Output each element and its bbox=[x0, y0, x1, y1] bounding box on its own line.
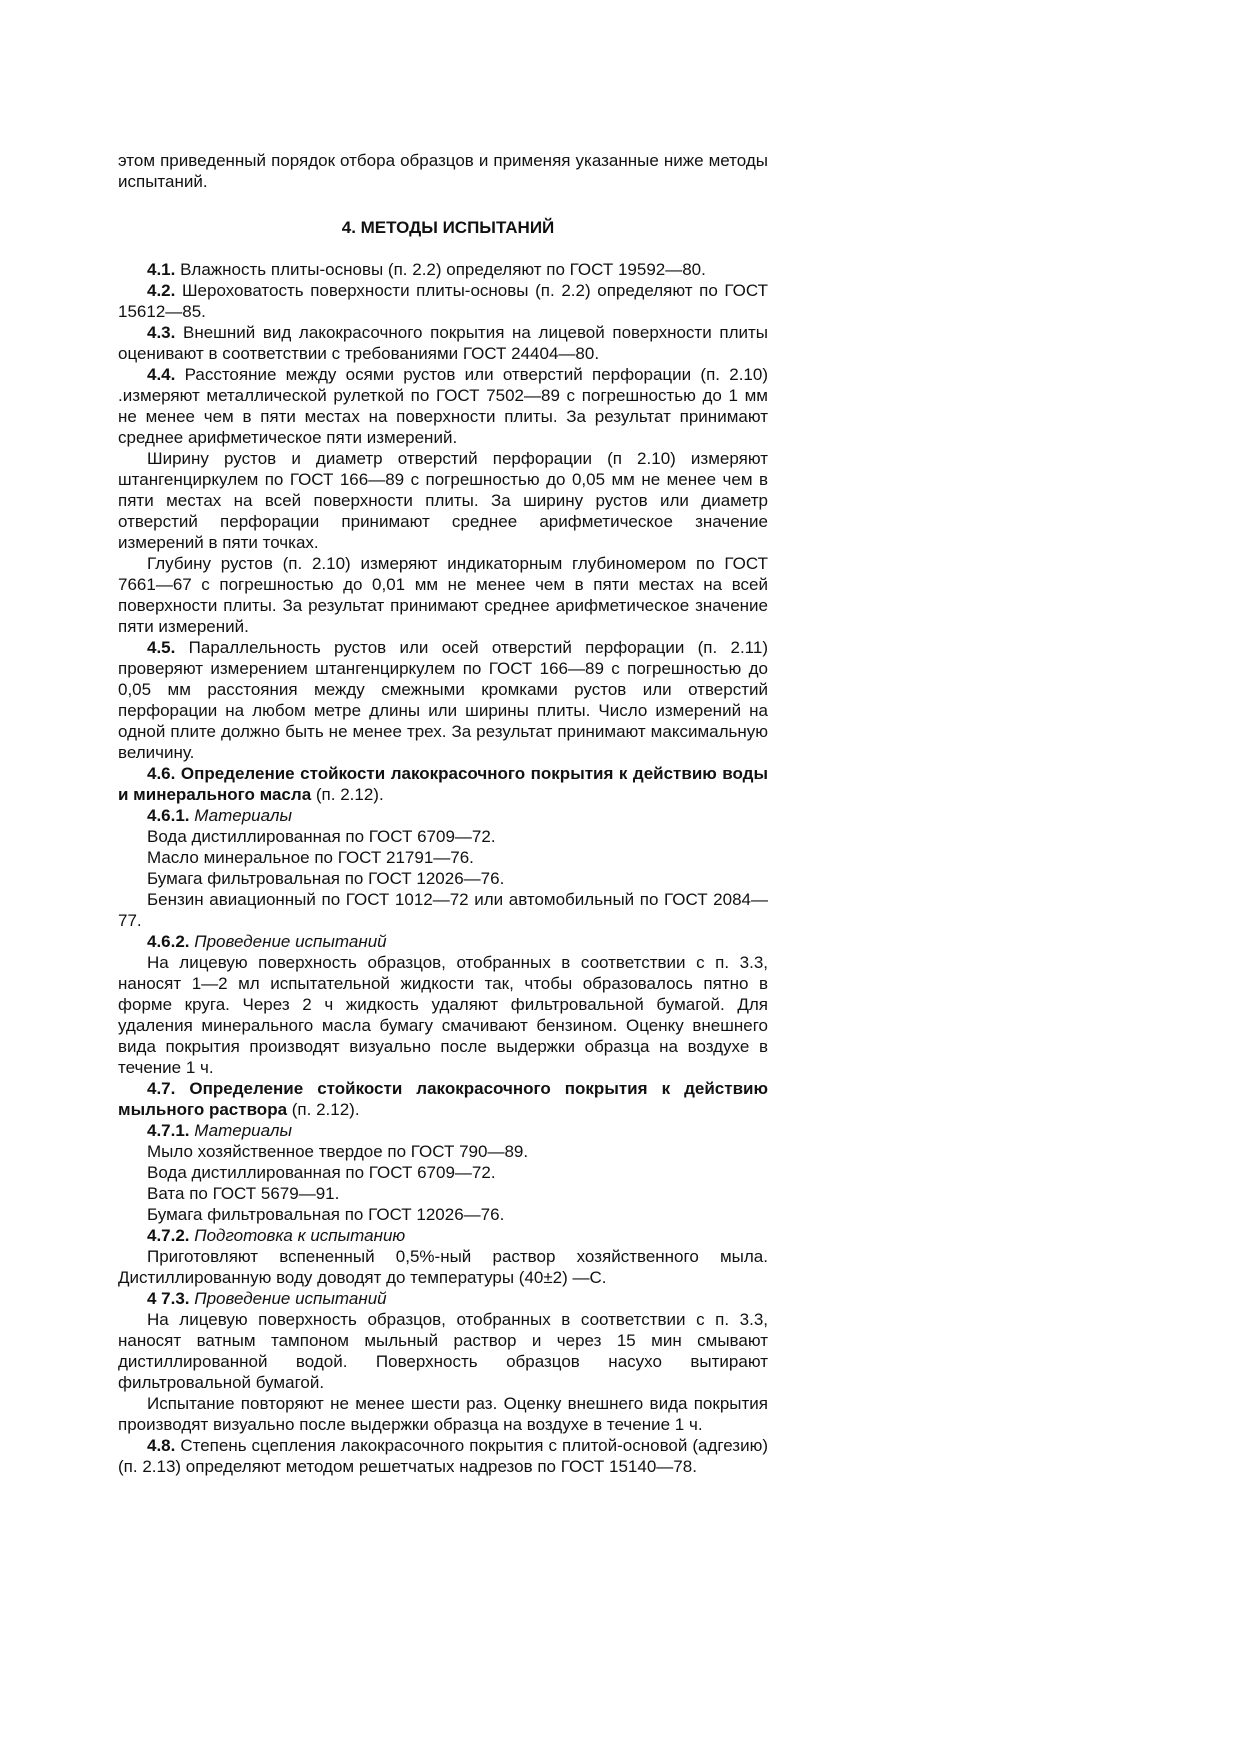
clause-text: (п. 2.12). bbox=[287, 1100, 360, 1119]
paragraph-text: Глубину рустов (п. 2.10) измеряют индикаторным глубиномером по ГОСТ 7661—67 с погрешностью до 0,01 мм не менее чем в пяти местах на всей поверхности плиты. За результат принимают среднее арифметическое значение пяти измерений. bbox=[118, 554, 768, 636]
paragraph-text: Бензин авиационный по ГОСТ 1012—72 или автомобильный по ГОСТ 2084—77. bbox=[118, 890, 768, 930]
clause-subtitle: Проведение испытаний bbox=[189, 932, 387, 951]
clause-4-4 bbox=[118, 364, 768, 448]
list-item bbox=[118, 847, 768, 868]
clause-number: 4.5. bbox=[147, 638, 176, 657]
section-heading: 4. МЕТОДЫ ИСПЫТАНИЙ bbox=[341, 218, 555, 237]
clause-subtitle: Материалы bbox=[189, 806, 292, 825]
clause-4-5 bbox=[118, 637, 768, 763]
document-page bbox=[118, 150, 768, 1477]
clause-number: 4 7.3. bbox=[147, 1289, 190, 1308]
paragraph-procedure bbox=[118, 1309, 768, 1393]
clause-4-3 bbox=[118, 322, 768, 364]
list-item bbox=[118, 826, 768, 847]
list-item bbox=[118, 1204, 768, 1225]
clause-text: Параллельность рустов или осей отверстий перфорации (п. 2.11) проверяют измерением штангенциркулем по ГОСТ 166—89 с погрешностью до 0,05 мм расстояния между смежными кромками рустов или отверстий перфорации на любом метре длины или ширины плиты. Число измерений на одной плите должно быть не менее трех. За результат принимают максимальную величину. bbox=[118, 638, 768, 762]
clause-text: (п. 2.12). bbox=[311, 785, 384, 804]
clause-number: 4.8. bbox=[147, 1436, 176, 1455]
clause-number: 4.6.2. bbox=[147, 932, 190, 951]
paragraph-text: Бумага фильтровальная по ГОСТ 12026—76. bbox=[147, 1205, 505, 1224]
paragraph-text: На лицевую поверхность образцов, отобранных в соответствии с п. 3.3, наносят 1—2 мл испытательной жидкости так, чтобы образовалось пятно в форме круга. Через 2 ч жидкость удаляют фильтровальной бумагой. Для удаления минерального масла бумагу смачивают бензином. Оценку внешнего вида покрытия производят визуально после выдержки образца на воздухе в течение 1 ч. bbox=[118, 953, 768, 1077]
paragraph-preparation bbox=[118, 1246, 768, 1288]
clause-4-2 bbox=[118, 280, 768, 322]
paragraph-text: Вода дистиллированная по ГОСТ 6709—72. bbox=[147, 827, 496, 846]
clause-4-7-1 bbox=[118, 1120, 768, 1141]
clause-text: Расстояние между осями рустов или отверстий перфорации (п. 2.10) .измеряют металлической рулеткой по ГОСТ 7502—89 с погрешностью до 1 мм не менее чем в пяти местах на поверхности плиты. За результат принимают среднее арифметическое пяти измерений. bbox=[118, 365, 768, 447]
paragraph-procedure bbox=[118, 952, 768, 1078]
paragraph-text: На лицевую поверхность образцов, отобранных в соответствии с п. 3.3, наносят ватным тампоном мыльный раствор и через 15 мин смывают дистиллированной водой. Поверхность образцов насухо вытирают фильтровальной бумагой. bbox=[118, 1310, 768, 1392]
clause-4-1 bbox=[118, 259, 768, 280]
clause-number: 4.6. bbox=[147, 764, 176, 783]
clause-text: Степень сцепления лакокрасочного покрытия с плитой-основой (адгезию) (п. 2.13) определяют методом решетчатых надрезов по ГОСТ 15140—78. bbox=[118, 1436, 768, 1476]
clause-number: 4.7.2. bbox=[147, 1226, 190, 1245]
clause-subtitle: Подготовка к испытанию bbox=[189, 1226, 406, 1245]
list-item bbox=[118, 889, 768, 931]
clause-number: 4.3. bbox=[147, 323, 176, 342]
clause-4-6-2 bbox=[118, 931, 768, 952]
paragraph-repeat bbox=[118, 1393, 768, 1435]
clause-4-7 bbox=[118, 1078, 768, 1120]
list-item bbox=[118, 1183, 768, 1204]
list-item bbox=[118, 1162, 768, 1183]
clause-subtitle: Материалы bbox=[189, 1121, 292, 1140]
paragraph-text: Испытание повторяют не менее шести раз. Оценку внешнего вида покрытия производят визуально после выдержки образца на воздухе в течение 1 ч. bbox=[118, 1394, 768, 1434]
clause-number: 4.7. bbox=[147, 1079, 176, 1098]
clause-number: 4.7.1. bbox=[147, 1121, 190, 1140]
paragraph-text: этом приведенный порядок отбора образцов и применяя указанные ниже методы испытаний. bbox=[118, 151, 768, 191]
paragraph-text: Масло минеральное по ГОСТ 21791—76. bbox=[147, 848, 474, 867]
paragraph-text: Мыло хозяйственное твердое по ГОСТ 790—89. bbox=[147, 1142, 529, 1161]
clause-text: Внешний вид лакокрасочного покрытия на лицевой поверхности плиты оценивают в соответствии с требованиями ГОСТ 24404—80. bbox=[118, 323, 768, 363]
clause-subtitle: Проведение испытаний bbox=[189, 1289, 387, 1308]
paragraph-text: Ширину рустов и диаметр отверстий перфорации (п 2.10) измеряют штангенциркулем по ГОСТ 166—89 с погрешностью до 0,05 мм не менее чем в пяти местах на всей поверхности плиты. За ширину рустов или диаметр отверстий перфорации принимают среднее арифметическое значение измерений в пяти точках. bbox=[118, 449, 768, 552]
clause-title: Определение стойкости лакокрасочного покрытия к действию мыльного раствора bbox=[118, 1079, 768, 1119]
list-item bbox=[118, 868, 768, 889]
clause-4-7-3 bbox=[118, 1288, 768, 1309]
clause-number: 4.6.1. bbox=[147, 806, 190, 825]
clause-text: Шероховатость поверхности плиты-основы (п. 2.2) определяют по ГОСТ 15612—85. bbox=[118, 281, 768, 321]
paragraph-width bbox=[118, 448, 768, 553]
clause-title: Определение стойкости лакокрасочного покрытия к действию воды и минерального масла bbox=[118, 764, 768, 804]
clause-4-7-2 bbox=[118, 1225, 768, 1246]
clause-4-6 bbox=[118, 763, 768, 805]
list-item bbox=[118, 1141, 768, 1162]
clause-4-6-1 bbox=[118, 805, 768, 826]
clause-4-8 bbox=[118, 1435, 768, 1477]
paragraph-text: Бумага фильтровальная по ГОСТ 12026—76. bbox=[147, 869, 505, 888]
clause-text: Влажность плиты-основы (п. 2.2) определяют по ГОСТ 19592—80. bbox=[175, 260, 706, 279]
paragraph-text: Вата по ГОСТ 5679—91. bbox=[147, 1184, 340, 1203]
paragraph-text: Приготовляют вспененный 0,5%-ный раствор хозяйственного мыла. Дистиллированную воду доводят до температуры (40±2) —С. bbox=[118, 1247, 768, 1287]
paragraph-0 bbox=[118, 150, 768, 192]
paragraph-text: Вода дистиллированная по ГОСТ 6709—72. bbox=[147, 1163, 496, 1182]
paragraph-depth bbox=[118, 553, 768, 637]
clause-number: 4.4. bbox=[147, 365, 176, 384]
clause-number: 4.2. bbox=[147, 281, 176, 300]
clause-number: 4.1. bbox=[147, 260, 176, 279]
